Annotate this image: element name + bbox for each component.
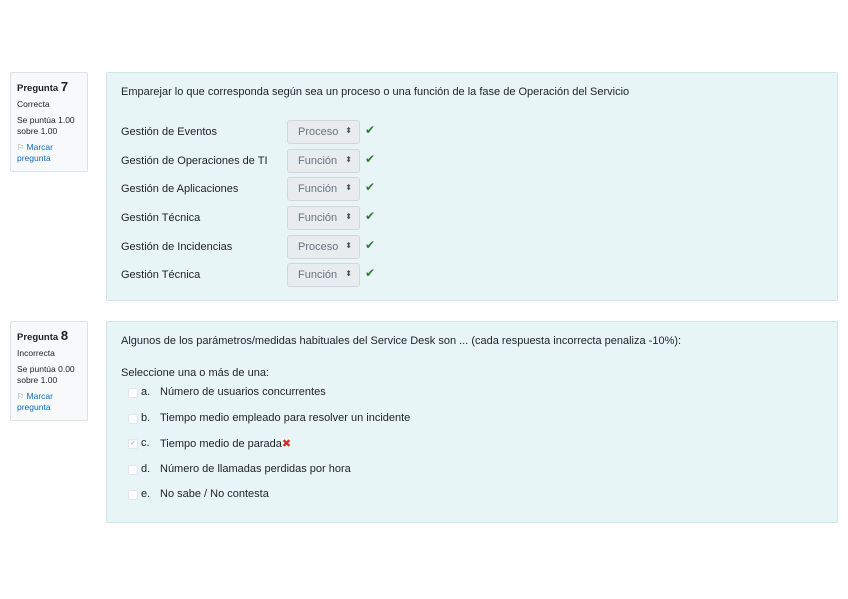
- option-checkbox[interactable]: [128, 490, 138, 500]
- flag-icon: ⚐: [17, 143, 25, 153]
- match-label: Gestión de Incidencias: [121, 240, 233, 253]
- check-icon: ✔: [365, 266, 376, 281]
- check-icon: ✔: [365, 123, 376, 137]
- question-7-info: [10, 72, 88, 172]
- check-icon: ✔: [365, 209, 376, 224]
- check-icon: ✔: [365, 180, 376, 195]
- select-arrows-icon: ⬍: [345, 212, 352, 222]
- match-label: Gestión de Aplicaciones: [121, 183, 239, 196]
- question-number: Pregunta 8: [17, 328, 69, 343]
- question-grade: Se puntúa 0.00 sobre 1.00: [17, 363, 75, 385]
- option-letter: b.: [141, 411, 151, 424]
- match-rows: [121, 120, 823, 292]
- question-state: Incorrecta: [17, 347, 55, 358]
- match-select[interactable]: Función ⬍: [287, 263, 360, 287]
- match-row: [121, 177, 823, 206]
- option-letter: e.: [141, 488, 151, 500]
- answer-prompt: Seleccione una o más de una:: [121, 367, 269, 379]
- option-text: No sabe / No contesta: [160, 488, 269, 500]
- match-select[interactable]: Función ⬍: [287, 206, 360, 230]
- match-row: [121, 235, 823, 264]
- option-text: Número de usuarios concurrentes: [160, 386, 326, 398]
- match-row: [121, 263, 823, 292]
- option-text-wrap: [160, 437, 291, 450]
- question-text: Algunos de los parámetros/medidas habituales del Service Desk son ... (cada respuesta incorrecta penaliza -10%):: [121, 335, 682, 347]
- match-label: Gestión Técnica: [121, 269, 201, 282]
- match-select[interactable]: Función ⬍: [287, 149, 360, 173]
- match-label: Gestión de Operaciones de TI: [121, 154, 268, 167]
- answer-option-e[interactable]: [121, 487, 823, 513]
- select-arrows-icon: ⬍: [345, 240, 352, 250]
- option-checkbox[interactable]: [128, 465, 138, 475]
- select-arrows-icon: ⬍: [345, 183, 352, 193]
- option-letter: d.: [141, 462, 151, 475]
- answer-option-d[interactable]: [121, 462, 823, 488]
- option-checkbox-checked[interactable]: ✓: [128, 439, 138, 449]
- match-label: Gestión Técnica: [121, 212, 201, 225]
- select-arrows-icon: ⬍: [345, 154, 352, 164]
- match-select[interactable]: Función ⬍: [287, 177, 360, 201]
- match-label: Gestión de Eventos: [121, 126, 218, 138]
- answer-option-c[interactable]: [121, 436, 823, 462]
- select-arrows-icon: ⬍: [345, 269, 352, 279]
- option-letter: a.: [141, 386, 151, 398]
- match-row: [121, 149, 823, 178]
- match-select[interactable]: Proceso ⬍: [287, 120, 360, 144]
- flag-icon: ⚐: [17, 392, 25, 402]
- flag-question-link[interactable]: ⚐ Marcar pregunta: [17, 142, 53, 164]
- match-row: [121, 206, 823, 235]
- incorrect-x-icon: ✖: [281, 438, 292, 450]
- question-grade: Se puntúa 1.00 sobre 1.00: [17, 114, 75, 136]
- option-text: Tiempo medio empleado para resolver un incidente: [160, 411, 411, 424]
- flag-question-link[interactable]: ⚐ Marcar pregunta: [17, 391, 53, 413]
- option-text: Tiempo medio de parada: [160, 438, 282, 450]
- check-icon: ✔: [365, 237, 376, 252]
- match-select[interactable]: Proceso ⬍: [287, 235, 360, 259]
- question-text: Emparejar lo que corresponda según sea un proceso o una función de la fase de Operación del Servicio: [121, 86, 630, 98]
- check-icon: ✔: [365, 151, 376, 166]
- question-state: Correcta: [17, 98, 50, 109]
- option-letter: c.: [141, 437, 150, 449]
- question-8-info: [10, 321, 88, 421]
- match-row: [121, 120, 823, 149]
- answer-option-a[interactable]: [121, 385, 823, 411]
- option-checkbox[interactable]: [128, 414, 138, 424]
- question-7-content: [106, 72, 838, 301]
- answer-option-b[interactable]: [121, 411, 823, 437]
- select-arrows-icon: ⬍: [345, 126, 352, 135]
- option-text: Número de llamadas perdidas por hora: [160, 462, 351, 475]
- question-number: Pregunta 7: [17, 79, 69, 94]
- question-8-content: [106, 321, 838, 523]
- answer-options: [121, 385, 823, 513]
- option-checkbox[interactable]: [128, 388, 138, 398]
